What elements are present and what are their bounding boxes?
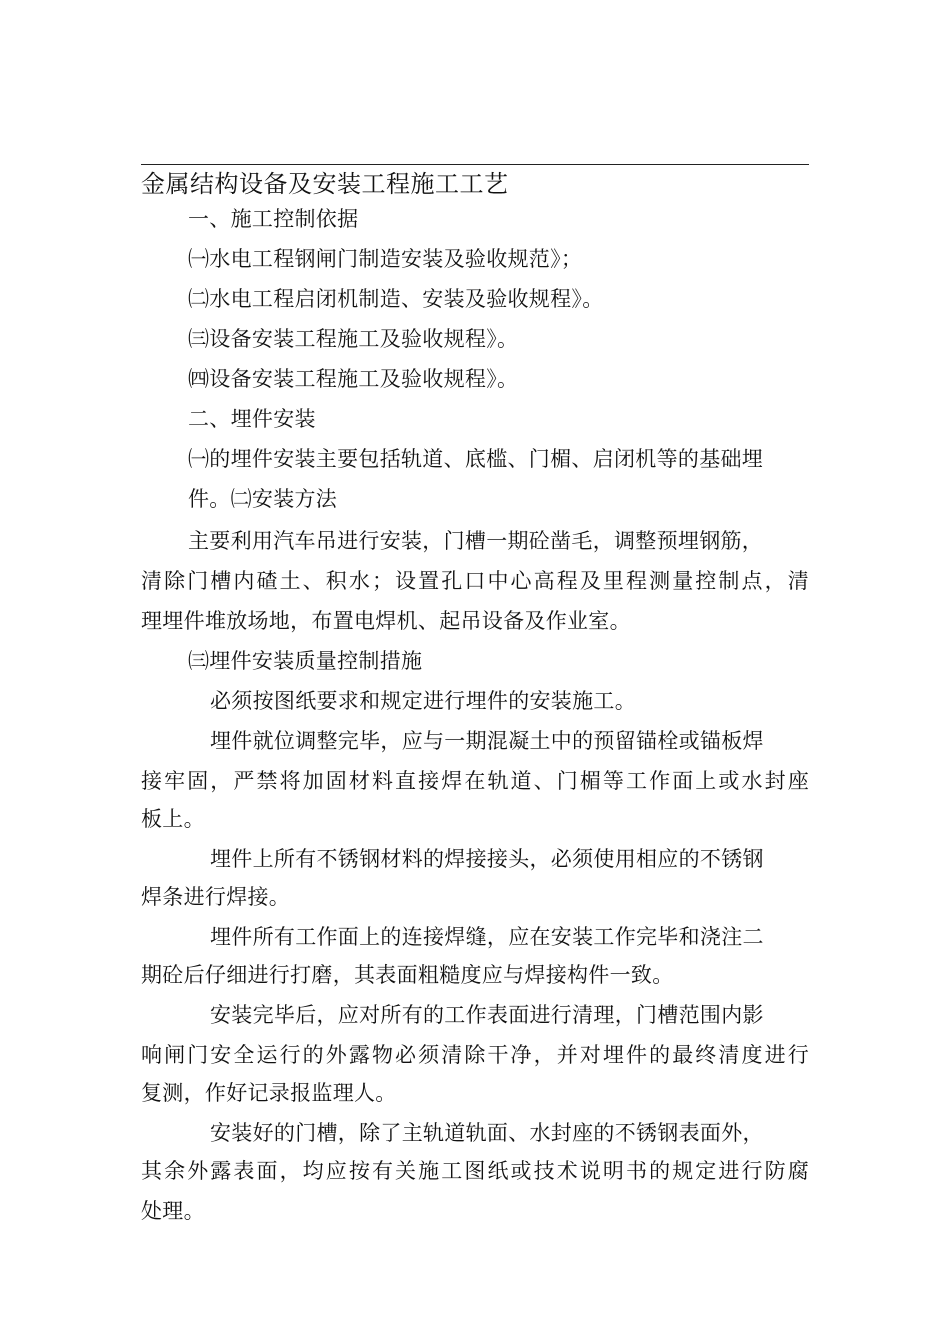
paragraph-line: 板上。 (141, 807, 205, 831)
document-title: 金属结构设备及安装工程施工工艺 (141, 170, 509, 198)
paragraph-line: 件。㈡安装方法 (188, 487, 338, 511)
reference-item-4: ㈣设备安装工程施工及验收规程》。 (188, 367, 519, 391)
reference-item-2: ㈡水电工程启闭机制造、安装及验收规程》。 (188, 287, 604, 311)
paragraph-line: 安装完毕后，应对所有的工作表面进行清理，门槽范围内影 (210, 1003, 764, 1027)
section-heading-2: 二、埋件安装 (188, 407, 316, 431)
paragraph-line: 处理。 (141, 1199, 205, 1223)
paragraph-line: 复测，作好记录报监理人。 (141, 1081, 397, 1105)
paragraph-line: 响闸门安全运行的外露物必须清除干净，并对埋件的最终清度进行 (141, 1043, 809, 1067)
paragraph-line: 理埋件堆放场地，布置电焊机、起吊设备及作业室。 (141, 609, 631, 633)
paragraph-line: 其余外露表面，均应按有关施工图纸或技术说明书的规定进行防腐 (141, 1159, 809, 1183)
paragraph-line: 接牢固，严禁将加固材料直接焊在轨道、门楣等工作面上或水封座 (141, 769, 809, 793)
paragraph-line: 埋件所有工作面上的连接焊缝，应在安装工作完毕和浇注二 (210, 925, 764, 949)
subsection-heading: ㈢埋件安装质量控制措施 (188, 649, 423, 673)
paragraph-line: 主要利用汽车吊进行安装，门槽一期砼凿毛，调整预埋钢筋， (188, 529, 764, 553)
reference-item-1: ㈠水电工程钢闸门制造安装及验收规范》； (188, 247, 583, 271)
reference-item-3: ㈢设备安装工程施工及验收规程》。 (188, 327, 519, 351)
paragraph-line: 埋件就位调整完毕，应与一期混凝土中的预留锚栓或锚板焊 (210, 729, 764, 753)
paragraph-line: ㈠的埋件安装主要包括轨道、底槛、门楣、启闭机等的基础埋 (188, 447, 764, 471)
section-heading-1: 一、施工控制依据 (188, 207, 359, 231)
header-rule (141, 164, 809, 165)
paragraph-line: 安装好的门槽，除了主轨道轨面、水封座的不锈钢表面外， (210, 1121, 764, 1145)
paragraph-line: 期砼后仔细进行打磨，其表面粗糙度应与焊接构件一致。 (141, 963, 674, 987)
paragraph-line: 埋件上所有不锈钢材料的焊接接头，必须使用相应的不锈钢 (210, 847, 764, 871)
paragraph-line: 必须按图纸要求和规定进行埋件的安装施工。 (210, 689, 636, 713)
paragraph-line: 焊条进行焊接。 (141, 885, 291, 909)
paragraph-line: 清除门槽内碴土、积水；设置孔口中心高程及里程测量控制点，清 (141, 569, 809, 593)
